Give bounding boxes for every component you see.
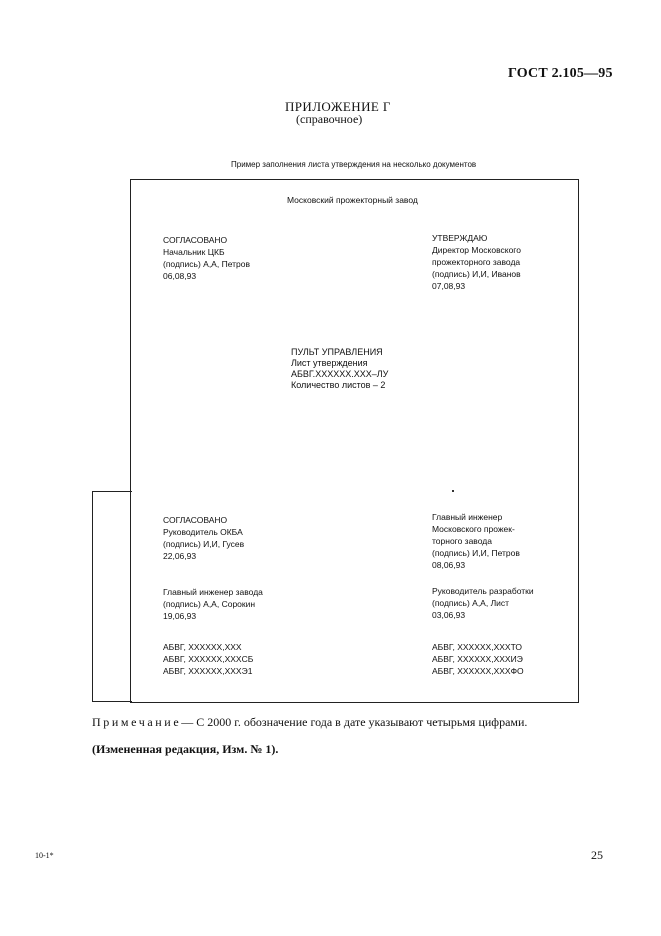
agreed-block-top xyxy=(163,234,250,282)
note xyxy=(92,715,527,730)
agreed-heading: СОГЛАСОВАНО xyxy=(163,235,228,245)
document-title-block xyxy=(291,347,388,391)
sheet-type: Лист утверждения xyxy=(291,358,368,368)
approve-block xyxy=(432,232,521,292)
development-lead-block xyxy=(432,585,534,621)
edition-note: (Измененная редакция, Изм. № 1). xyxy=(92,742,279,756)
plant-chief-line: Главный инженер завода xyxy=(163,587,263,597)
lead-date: 03,06,93 xyxy=(432,610,466,620)
chief-signature: (подпись) И,И, Петров xyxy=(432,548,520,558)
agreed-line: Начальник ЦКБ xyxy=(163,247,225,257)
document-code-item: АБВГ, XXXXXX,XXXИЭ xyxy=(432,654,523,664)
lead-signature: (подпись) А,А, Лист xyxy=(432,598,510,608)
agreed-block-bottom xyxy=(163,514,244,562)
document-code-item: АБВГ, XXXXXX,XXX xyxy=(163,642,242,652)
document-codes-right xyxy=(432,641,524,677)
agreed-heading: СОГЛАСОВАНО xyxy=(163,515,228,525)
document-codes-left xyxy=(163,641,253,677)
product-name: ПУЛЬТ УПРАВЛЕНИЯ xyxy=(291,347,383,357)
document-code-item: АБВГ, XXXXXX,XXXТО xyxy=(432,642,523,652)
agreed-signature: (подпись) И,И, Гусев xyxy=(163,539,245,549)
approve-date: 07,08,93 xyxy=(432,281,466,291)
approve-heading: УТВЕРЖДАЮ xyxy=(432,233,488,243)
sheet-count: Количество листов – 2 xyxy=(291,380,386,390)
chief-line: торного завода xyxy=(432,536,492,546)
appendix-title: ПРИЛОЖЕНИЕ Г xyxy=(285,99,391,114)
page-number: 25 xyxy=(591,848,603,862)
plant-chief-signature: (подпись) А,А, Сорокин xyxy=(163,599,256,609)
note-label: Примечание xyxy=(92,715,182,729)
chief-date: 08,06,93 xyxy=(432,560,466,570)
approve-signature: (подпись) И,И, Иванов xyxy=(432,269,521,279)
binding-margin-frame xyxy=(92,491,132,702)
agreed-date: 06,08,93 xyxy=(163,271,197,281)
plant-chief-engineer-block xyxy=(163,586,263,622)
document-designation: АБВГ.XXXXXX.XXX–ЛУ xyxy=(291,369,389,379)
document-code-item: АБВГ, XXXXXX,XXXЭ1 xyxy=(163,666,253,676)
document-code: ГОСТ 2.105—95 xyxy=(508,66,613,81)
chief-line: Московского прожек- xyxy=(432,524,515,534)
approve-line: Директор Московского xyxy=(432,245,521,255)
factory-name: Московский прожекторный завод xyxy=(287,195,418,205)
agreed-line: Руководитель ОКБА xyxy=(163,527,243,537)
chief-line: Главный инженер xyxy=(432,512,503,522)
document-code-item: АБВГ, XXXXXX,XXXСБ xyxy=(163,654,254,664)
appendix-subtitle: (справочное) xyxy=(296,112,363,126)
document-code-item: АБВГ, XXXXXX,XXXФО xyxy=(432,666,524,676)
chief-engineer-block xyxy=(432,511,520,571)
agreed-date: 22,06,93 xyxy=(163,551,197,561)
stray-mark xyxy=(452,490,454,492)
approve-line: прожекторного завода xyxy=(432,257,521,267)
note-text: — С 2000 г. обозначение года в дате указывают четырьмя цифрами. xyxy=(181,715,528,729)
plant-chief-date: 19,06,93 xyxy=(163,611,197,621)
agreed-signature: (подпись) А,А, Петров xyxy=(163,259,250,269)
figure-caption: Пример заполнения листа утверждения на несколько документов xyxy=(231,160,477,169)
footer-sheet-mark: 10-1* xyxy=(35,851,54,860)
lead-line: Руководитель разработки xyxy=(432,586,534,596)
